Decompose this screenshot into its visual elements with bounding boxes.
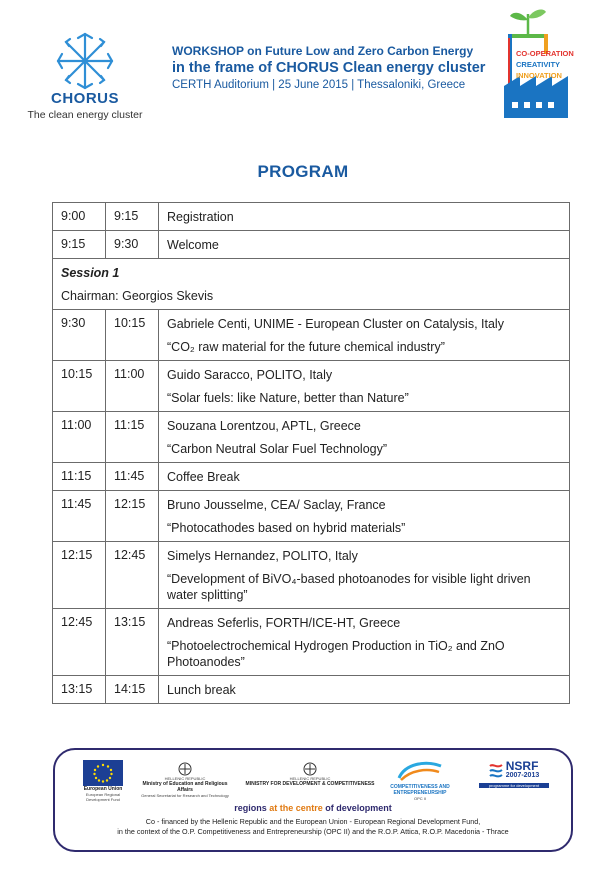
- end-time: 13:15: [106, 609, 159, 676]
- sponsor-logos: [79, 760, 549, 808]
- end-time: 9:30: [106, 231, 159, 259]
- session-row: [53, 259, 570, 310]
- nsrf-waves-icon: [489, 762, 503, 778]
- coop-line-1: CO-OPERATION: [516, 49, 574, 58]
- table-row: [53, 412, 570, 463]
- row-label: Registration: [167, 210, 234, 224]
- talk-title: “CO₂ raw material for the future chemical industry”: [167, 340, 445, 354]
- ministry-education-sub: General Secretariat for Research and Technology: [141, 793, 229, 798]
- start-time: 11:00: [53, 412, 106, 463]
- talk-title: “Development of BiVO₄-based photoanodes for visible light driven water splitting”: [167, 572, 531, 602]
- row-label: Lunch break: [167, 683, 236, 697]
- start-time: 12:45: [53, 609, 106, 676]
- eu-caption: European Union: [83, 786, 123, 792]
- slogan-part-1: regions: [234, 803, 267, 813]
- talk-title: “Photoelectrochemical Hydrogen Production in TiO₂ and ZnO Photoanodes”: [167, 639, 505, 669]
- start-time: 13:15: [53, 676, 106, 704]
- cooperation-text: [516, 48, 574, 81]
- end-time: 11:15: [106, 412, 159, 463]
- end-time: 12:45: [106, 542, 159, 609]
- coop-line-2: CREATIVITY: [516, 60, 561, 69]
- footer-slogan: [55, 803, 571, 813]
- talk-title: “Carbon Neutral Solar Fuel Technology”: [167, 442, 388, 456]
- credit-line-2: in the context of the O.P. Competitiveness and Entrepreneurship (OPC II) and the R.O.P. Attica, R.O.P. Macedonia - Thrace: [117, 827, 509, 836]
- table-row: [53, 310, 570, 361]
- talk-title: “Solar fuels: like Nature, better than Nature”: [167, 391, 409, 405]
- session-chair: Chairman: Georgios Skevis: [61, 289, 214, 303]
- funding-credit: [65, 817, 561, 837]
- end-time: 11:45: [106, 463, 159, 491]
- end-time: 12:15: [106, 491, 159, 542]
- chorus-name: CHORUS: [50, 90, 119, 107]
- opc-logo: [385, 760, 455, 801]
- hellenic-republic-label: HELLENIC REPUBLIC: [164, 776, 206, 781]
- hellenic-republic-label: HELLENIC REPUBLIC: [289, 776, 331, 781]
- end-time: 10:15: [106, 310, 159, 361]
- ministry-education-logo: [135, 760, 235, 798]
- start-time: 9:30: [53, 310, 106, 361]
- speaker: Souzana Lorentzou, APTL, Greece: [167, 419, 361, 433]
- table-row: [53, 676, 570, 704]
- slogan-part-2: at the centre: [269, 803, 323, 813]
- end-time: 9:15: [106, 203, 159, 231]
- eu-flag-icon: [83, 760, 123, 786]
- chorus-tagline: The clean energy cluster: [27, 109, 143, 121]
- header: [0, 0, 606, 130]
- table-row: [53, 361, 570, 412]
- ministry-development-name: MINISTRY FOR DEVELOPMENT & COMPETITIVENESS: [245, 781, 375, 787]
- program-table: [52, 202, 570, 704]
- talk-title: “Photocathodes based on hybrid materials”: [167, 521, 406, 535]
- speaker: Bruno Jousselme, CEA/ Saclay, France: [167, 498, 386, 512]
- greek-emblem-icon: [303, 762, 317, 776]
- table-row: [53, 609, 570, 676]
- slogan-part-3: of development: [325, 803, 392, 813]
- start-time: 11:15: [53, 463, 106, 491]
- title-line-1: WORKSHOP on Future Low and Zero Carbon Energy: [172, 44, 474, 58]
- greek-emblem-icon: [178, 762, 192, 776]
- ministry-development-logo: [245, 760, 375, 787]
- program-heading: PROGRAM: [257, 162, 349, 181]
- sponsor-footer: [53, 748, 573, 852]
- nsrf-name: NSRF: [505, 759, 539, 773]
- session-label: Session 1: [61, 266, 120, 280]
- start-time: 9:15: [53, 231, 106, 259]
- table-row: [53, 491, 570, 542]
- chorus-logo: [20, 30, 150, 125]
- opc-name: COMPETITIVENESS AND ENTREPRENEURSHIP: [390, 784, 450, 796]
- speaker: Gabriele Centi, UNIME - European Cluster on Catalysis, Italy: [167, 317, 504, 331]
- row-label: Coffee Break: [167, 470, 240, 484]
- eu-logo: [79, 760, 127, 802]
- title-line-2: in the frame of CHORUS Clean energy cluster: [172, 60, 486, 76]
- start-time: 12:15: [53, 542, 106, 609]
- eu-caption-sub: European Regional Development Fund: [85, 792, 121, 802]
- speaker: Guido Saracco, POLITO, Italy: [167, 368, 333, 382]
- table-row: [53, 203, 570, 231]
- nsrf-logo: [479, 760, 549, 788]
- speaker: Andreas Seferlis, FORTH/ICE-HT, Greece: [167, 616, 401, 630]
- ministry-education-name: Ministry of Education and Religious Affairs: [142, 781, 228, 793]
- table-row: [53, 542, 570, 609]
- chorus-star-icon: [50, 30, 120, 92]
- workshop-title: [172, 44, 486, 93]
- start-time: 10:15: [53, 361, 106, 412]
- opc-swoosh-icon: [395, 760, 445, 784]
- table-row: [53, 231, 570, 259]
- end-time: 11:00: [106, 361, 159, 412]
- end-time: 14:15: [106, 676, 159, 704]
- nsrf-years: 2007-2013: [505, 772, 540, 779]
- start-time: 9:00: [53, 203, 106, 231]
- nsrf-sub: programme for development: [479, 783, 549, 788]
- speaker: Simelys Hernandez, POLITO, Italy: [167, 549, 358, 563]
- coop-line-3: INNOVATION: [516, 71, 562, 80]
- table-row: [53, 463, 570, 491]
- credit-line-1: Co - financed by the Hellenic Republic and the European Union - European Regional Development Fund,: [145, 817, 481, 826]
- title-line-3: CERTH Auditorium | 25 June 2015 | Thessaloniki, Greece: [172, 79, 466, 91]
- row-label: Welcome: [167, 238, 219, 252]
- start-time: 11:45: [53, 491, 106, 542]
- opc-code: OPC II: [413, 796, 426, 801]
